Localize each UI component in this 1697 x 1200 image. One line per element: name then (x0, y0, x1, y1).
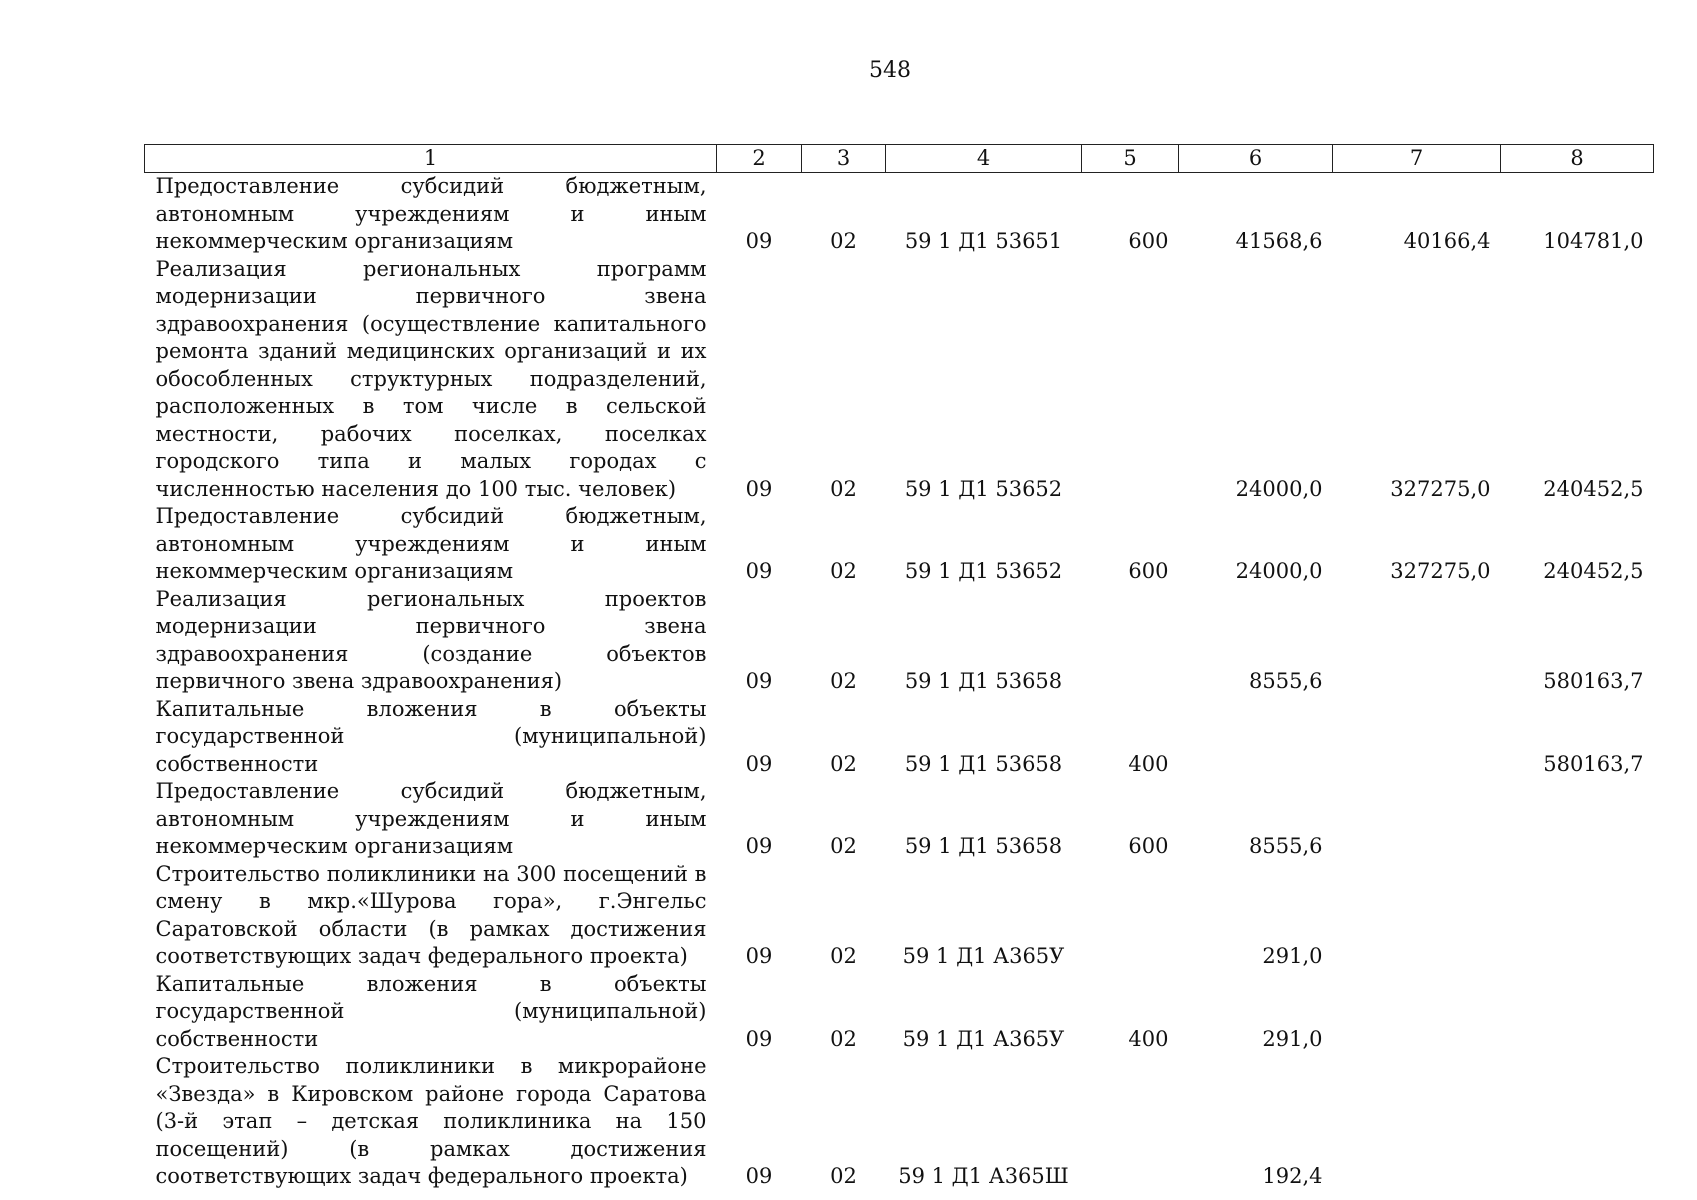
target-article-code: 59 1 Д1 А365У (902, 944, 1065, 968)
amount-col-6: 24000,0 (1235, 559, 1323, 583)
amount-col-8 (1501, 1053, 1654, 1191)
row-description: Предоставление субсидий бюджетным, автономным учреждениям и иным некоммерческим организациям (155, 779, 707, 858)
amount-col-8: 104781,0 (1543, 229, 1644, 253)
expense-type-code: 600 (1128, 559, 1169, 583)
subsection-code: 02 (830, 1026, 857, 1051)
target-article-code: 59 1 Д1 53658 (904, 751, 1063, 776)
table-row (145, 971, 1654, 1054)
section-code: 09 (745, 944, 773, 968)
row-description: Предоставление субсидий бюджетным, автономным учреждениям и иным некоммерческим организациям (155, 174, 707, 253)
amount-col-8 (1501, 861, 1654, 971)
target-article-code: 59 1 Д1 53658 (904, 669, 1063, 693)
amount-col-8: 580163,7 (1543, 751, 1644, 776)
budget-table (144, 144, 1654, 1191)
column-number-header (145, 145, 1654, 173)
subsection-code: 02 (830, 669, 857, 693)
row-description: Капитальные вложения в объекты государственной (муниципальной) собственности (155, 971, 707, 1051)
amount-col-8: 240452,5 (1543, 559, 1644, 583)
expense-type-code: 600 (1128, 229, 1169, 253)
row-description: Предоставление субсидий бюджетным, автономным учреждениям и иным некоммерческим организациям (155, 504, 707, 583)
target-article-code: 59 1 Д1 53651 (904, 229, 1063, 253)
amount-col-7: 40166,4 (1403, 229, 1491, 253)
amount-col-7 (1333, 778, 1501, 861)
amount-col-6: 192,4 (1262, 1164, 1323, 1188)
target-article-code: 59 1 Д1 53652 (904, 559, 1063, 583)
column-header: 7 (1333, 145, 1501, 173)
amount-col-6: 41568,6 (1235, 229, 1323, 253)
table-row (145, 1053, 1654, 1191)
amount-col-7 (1333, 1053, 1501, 1191)
amount-col-7 (1333, 861, 1501, 971)
section-code: 09 (745, 229, 773, 253)
table-row (145, 256, 1654, 504)
subsection-code: 02 (830, 944, 857, 968)
amount-col-8 (1501, 778, 1654, 861)
table-row (145, 586, 1654, 696)
target-article-code: 59 1 Д1 53658 (904, 834, 1063, 858)
column-header: 6 (1179, 145, 1333, 173)
expense-type-code (1082, 256, 1179, 504)
row-description: Капитальные вложения в объекты государственной (муниципальной) собственности (155, 696, 707, 776)
amount-col-7: 327275,0 (1390, 559, 1491, 583)
section-code: 09 (745, 559, 773, 583)
target-article-code: 59 1 Д1 А365Ш (898, 1164, 1069, 1188)
subsection-code: 02 (830, 751, 857, 776)
expense-type-code (1082, 586, 1179, 696)
table-body (145, 173, 1654, 1191)
amount-col-8: 240452,5 (1543, 476, 1644, 501)
expense-type-code (1082, 1053, 1179, 1191)
amount-col-6: 8555,6 (1249, 834, 1323, 858)
amount-col-6 (1179, 696, 1333, 779)
column-header: 4 (886, 145, 1082, 173)
section-code: 09 (745, 1164, 773, 1188)
subsection-code: 02 (830, 1164, 857, 1188)
amount-col-6: 291,0 (1262, 944, 1323, 968)
column-header: 3 (802, 145, 886, 173)
table-row (145, 173, 1654, 256)
row-description: Строительство поликлиники на 300 посещений в смену в мкр.«Шурова гора», г.Энгельс Саратовской области (в рамках достижения соответствующих задач федерального проекта) (155, 861, 707, 968)
amount-col-8: 580163,7 (1543, 669, 1644, 693)
target-article-code: 59 1 Д1 53652 (904, 476, 1063, 501)
table-row (145, 778, 1654, 861)
row-description: Реализация региональных программ модернизации первичного звена здравоохранения (осуществление капитального ремонта зданий медицинских организаций и их обособленных структурных подразделений, расположенных в том числе в сельской местности, рабочих поселках, поселках городского типа и малых городах с численностью населения до 100 тыс. человек) (155, 256, 707, 501)
amount-col-6: 24000,0 (1235, 476, 1323, 501)
section-code: 09 (745, 751, 773, 776)
expense-type-code: 400 (1128, 751, 1169, 776)
column-header: 8 (1501, 145, 1654, 173)
subsection-code: 02 (830, 834, 857, 858)
subsection-code: 02 (830, 559, 857, 583)
table-row (145, 503, 1654, 586)
section-code: 09 (745, 834, 773, 858)
amount-col-7 (1333, 696, 1501, 779)
column-header: 1 (145, 145, 717, 173)
amount-col-7 (1333, 586, 1501, 696)
column-header: 2 (717, 145, 802, 173)
amount-col-6: 291,0 (1262, 1026, 1323, 1051)
amount-col-7 (1333, 971, 1501, 1054)
table-row (145, 861, 1654, 971)
expense-type-code (1082, 861, 1179, 971)
table-row (145, 696, 1654, 779)
column-header: 5 (1082, 145, 1179, 173)
target-article-code: 59 1 Д1 А365У (902, 1026, 1065, 1051)
amount-col-7: 327275,0 (1390, 476, 1491, 501)
expense-type-code: 600 (1128, 834, 1169, 858)
amount-col-6: 8555,6 (1249, 669, 1323, 693)
expense-type-code: 400 (1128, 1026, 1169, 1051)
subsection-code: 02 (830, 229, 857, 253)
row-description: Реализация региональных проектов модернизации первичного звена здравоохранения (создание объектов первичного звена здравоохранения) (155, 586, 707, 693)
amount-col-8 (1501, 971, 1654, 1054)
row-description: Строительство поликлиники в микрорайоне «Звезда» в Кировском районе города Саратова (3-й этап – детская поликлиника на 150 посещений) (в рамках достижения соответствующих задач федерального проекта) (155, 1054, 707, 1188)
subsection-code: 02 (830, 476, 857, 501)
section-code: 09 (745, 476, 773, 501)
section-code: 09 (745, 669, 773, 693)
section-code: 09 (745, 1026, 773, 1051)
page-number: 548 (869, 58, 911, 83)
